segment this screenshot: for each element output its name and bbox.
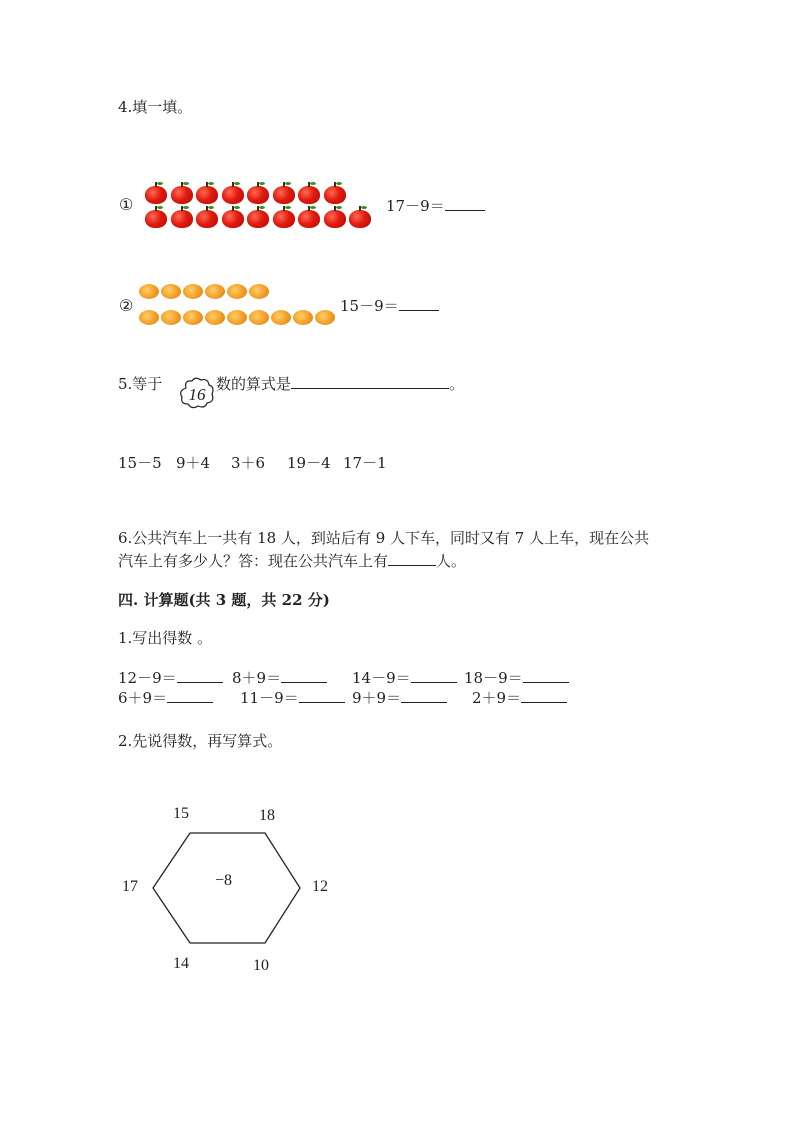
equation-text: 15－9＝ — [340, 297, 399, 315]
q4-item2-marker: ② — [119, 296, 134, 315]
q5-prefix: 5.等于 — [118, 375, 163, 393]
apple-icon — [196, 186, 218, 204]
hexagon-top-right-number: 18 — [259, 807, 275, 824]
q5-end: 。 — [449, 375, 465, 393]
apple-icon — [222, 186, 244, 204]
orange-icon — [183, 284, 203, 299]
orange-row-top — [139, 284, 271, 299]
equation-text: 6＋9＝ — [118, 689, 168, 707]
apple-icon — [171, 186, 193, 204]
hexagon-bottom-right-number: 10 — [253, 957, 269, 974]
apple-icon — [196, 210, 218, 228]
orange-icon — [161, 284, 181, 299]
apple-icon — [145, 186, 167, 204]
c1-row1-item4 — [464, 668, 569, 688]
apple-icon — [349, 210, 371, 228]
q4-item2-equation — [340, 296, 439, 316]
apple-row-top — [145, 186, 349, 204]
orange-icon — [293, 310, 313, 325]
c1-row2-item3 — [352, 688, 447, 708]
q6-line2-suffix: 人。 — [436, 552, 467, 570]
q5-option-1: 15－5 — [118, 454, 162, 472]
q6-line1: 6.公共汽车上一共有 18 人，到站后有 9 人下车，同时又有 7 人上车，现在公共 — [118, 529, 650, 547]
cloud-number-icon — [178, 376, 216, 410]
answer-blank[interactable] — [411, 668, 457, 683]
apple-icon — [273, 186, 295, 204]
orange-icon — [315, 310, 335, 325]
apple-row-bottom — [145, 210, 375, 228]
q4-title: 4.填一填。 — [118, 98, 193, 116]
c1-row1-item3 — [352, 668, 457, 688]
q5-option-5: 17－1 — [343, 454, 387, 472]
equation-text: 14－9＝ — [352, 669, 411, 687]
orange-icon — [205, 284, 225, 299]
orange-icon — [205, 310, 225, 325]
q4-item1-marker: ① — [119, 195, 134, 214]
q6-line2 — [118, 551, 466, 571]
equation-text: 17－9＝ — [386, 197, 445, 215]
apple-icon — [298, 210, 320, 228]
apple-icon — [324, 186, 346, 204]
q5-answer-line — [216, 374, 464, 394]
orange-icon — [183, 310, 203, 325]
c1-row1-item1 — [118, 668, 223, 688]
equation-text: 12－9＝ — [118, 669, 177, 687]
answer-blank[interactable] — [523, 668, 569, 683]
answer-blank[interactable] — [521, 688, 567, 703]
orange-icon — [139, 284, 159, 299]
answer-blank[interactable] — [401, 688, 447, 703]
apple-icon — [171, 210, 193, 228]
apple-icon — [247, 186, 269, 204]
c1-row2-item2 — [240, 688, 345, 708]
answer-blank[interactable] — [167, 688, 213, 703]
q5-option-3: 3＋6 — [231, 454, 266, 472]
apple-icon — [247, 210, 269, 228]
c2-title: 2.先说得数，再写算式。 — [118, 732, 283, 750]
q4-item1-equation — [386, 196, 485, 216]
section-heading: 四. 计算题(共 3 题，共 22 分) — [118, 591, 330, 609]
orange-icon — [227, 284, 247, 299]
apple-icon — [298, 186, 320, 204]
hexagon-top-left-number: 15 — [173, 805, 189, 822]
apple-icon — [273, 210, 295, 228]
hexagon-bottom-left-number: 14 — [173, 955, 189, 972]
equation-text: 11－9＝ — [240, 689, 299, 707]
orange-icon — [249, 284, 269, 299]
equation-text: 18－9＝ — [464, 669, 523, 687]
hexagon-left-number: 17 — [122, 878, 138, 895]
orange-icon — [271, 310, 291, 325]
equation-text: 8＋9＝ — [232, 669, 282, 687]
answer-blank[interactable] — [281, 668, 327, 683]
c1-title: 1.写出得数 。 — [118, 629, 213, 647]
orange-icon — [249, 310, 269, 325]
q5-option-2: 9＋4 — [176, 454, 211, 472]
orange-icon — [227, 310, 247, 325]
answer-blank[interactable] — [399, 296, 439, 311]
cloud-number: 16 — [188, 385, 206, 404]
orange-icon — [139, 310, 159, 325]
answer-blank[interactable] — [291, 374, 449, 389]
c1-row2-item1 — [118, 688, 213, 708]
c1-row2-item4 — [472, 688, 567, 708]
answer-blank[interactable] — [177, 668, 223, 683]
c1-row1-item2 — [232, 668, 327, 688]
answer-blank[interactable] — [445, 196, 485, 211]
q6-line2-prefix: 汽车上有多少人？答：现在公共汽车上有 — [118, 552, 389, 570]
answer-blank[interactable] — [388, 551, 436, 566]
orange-icon — [161, 310, 181, 325]
q5-suffix: 数的算式是 — [216, 375, 292, 393]
apple-icon — [145, 210, 167, 228]
equation-text: 2＋9＝ — [472, 689, 522, 707]
q5-option-4: 19－4 — [287, 454, 331, 472]
orange-row-bottom — [139, 310, 337, 325]
answer-blank[interactable] — [299, 688, 345, 703]
hexagon-center-label: −8 — [215, 872, 233, 889]
hexagon-right-number: 12 — [312, 878, 328, 895]
apple-icon — [324, 210, 346, 228]
equation-text: 9＋9＝ — [352, 689, 402, 707]
apple-icon — [222, 210, 244, 228]
